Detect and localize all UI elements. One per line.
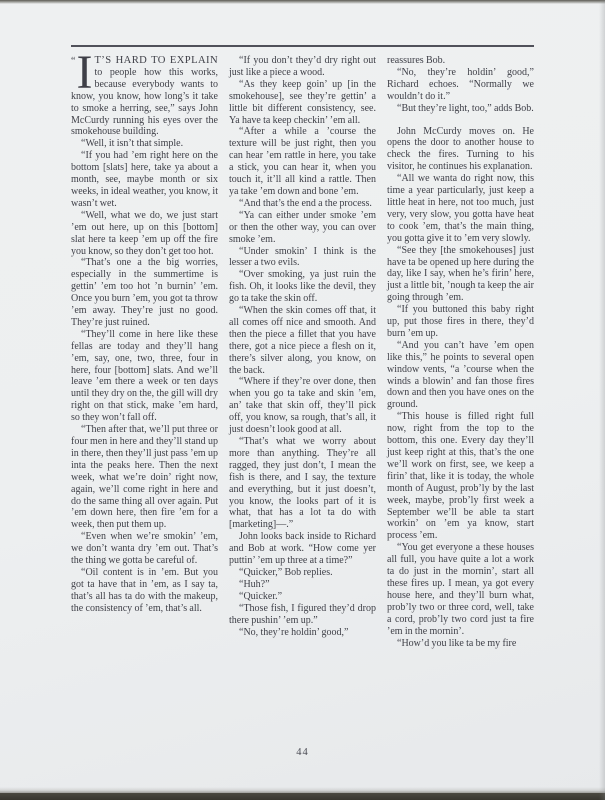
paragraph: “If you buttoned this baby right up, put those fires in there, they’d burn ’em up.	[387, 304, 534, 339]
paragraph: “No, they’re holdin’ good,”	[239, 626, 349, 638]
paragraph: “But they’re light, too,” adds Bob.	[397, 102, 534, 114]
paragraph: “Quicker,” Bob replies.	[239, 566, 333, 578]
paragraph: “And you can’t have ’em open like this,” he points to several open window vents, “a ’course when the winds a blowin’ and fan those fires down and then you have ones on the ground.	[387, 339, 534, 411]
text-column-3	[387, 55, 534, 749]
paragraph: “After a while a ’course the texture will be just right, then you can hear ’em rattle in here, you take a stick, you can hear it, when you touch it, it’ll all kind a rattle. Then ya take ’em down and bone ’em.	[229, 126, 376, 197]
scan-edge-bottom	[0, 793, 605, 800]
text-column-1	[71, 55, 218, 749]
paragraph: “That’s what we worry about more than anything. They’re all ragged, they just don’t, I mean the fish is there, and I say, the texture and everything, but it just doesn’t, you know, the looks part of it is what, that has a lot ta do with [marketing]—.”	[229, 436, 376, 531]
paragraph: “Over smoking, ya just ruin the fish. Oh, it looks like the devil, they go ta take the skin off.	[229, 269, 376, 305]
paragraph: John McCurdy moves on. He opens the door to another house to check the fires. Turning to his visitor, he continues his explanation.	[387, 125, 534, 173]
page-number: 44	[296, 747, 309, 758]
paragraph: “Ya can either under smoke ’em or then the other way, you can over smoke ’em.	[229, 209, 376, 245]
paragraph: “All we wanta do right now, this time a year particularly, just keep a little heat in here, not too much, just very, very slow, you gotta have heat to cook ’em, that’s the main thing, you gotta give it to ’em very slowly.	[387, 173, 534, 244]
paragraph: “You get everyone a these houses all full, you have quite a lot a work ta do just in the mornin’, start all these fires up. I mean, ya got every house here, and they’ll burn what, prob’ly two or three cord, well, take a cord, prob’ly two cord just ta fire ’em in the mornin’.	[387, 542, 534, 637]
paragraph: “Well, what we do, we just start ’em out here, up on this [bottom] slat here ta keep ’em up off the fire you know, so they don’t get too hot.	[71, 209, 218, 257]
paragraph: “When the skin comes off that, it all comes off nice and smooth. And then the piece a fillet that you have there, got a nice piece a flesh on it, there’s silver along, you know, on the back.	[229, 305, 376, 376]
paragraph: “If you had ’em right here on the bottom [slats] here, take ya about a month, see, maybe month or six weeks, in ideal weather, you know, it wasn’t wet.	[71, 150, 218, 209]
paragraph: “Oil content is in ’em. But you got ta have that in ’em, as I say ta, that’s all has ta do with the makeup, the consistency of ’em, that’s all.	[71, 566, 218, 614]
paragraph: “Those fish, I figured they’d drop there pushin’ ’em up.”	[229, 602, 376, 626]
article-columns	[71, 55, 534, 749]
paragraph: “Huh?”	[239, 578, 270, 590]
scan-edge-right	[599, 0, 605, 800]
paragraph: “Under smokin’ I think is the lesser a two evils.	[229, 245, 376, 269]
opening-caps-text: T’S HARD TO EXPLAIN	[94, 55, 218, 66]
paragraph: “This house is filled right full now, right from the top to the bottom, this one. Every day they’ll just keep right at this, that’s the one we’ll work on first, see, we keep a firin’ that, like it is today, the whole month of August, prob’ly by the last week, maybe, prob’ly first week a September we’ll be able ta start workin’ on ’em ya know, start process ’em.	[387, 411, 534, 542]
paragraph: “Quicker.”	[239, 590, 283, 602]
paragraph: “Well, it isn’t that simple.	[81, 138, 184, 150]
scan-edge-top	[0, 0, 605, 4]
dropcap-letter: I	[76, 55, 92, 99]
paragraph: “Then after that, we’ll put three or four men in here and they’ll stand up in there, then they’ll just pass ’em up inta the peaks here. Then the next week, what we’re doin’ right now, again, we’ll come right in here and do the same thing all over again. Put ’em down here, then fire ’em for a week, then put them up.	[71, 424, 218, 531]
paragraph: “They’ll come in here like these fellas are today and they’ll hang ’em, say, one, two, three, four in here, four [bottom] slats. And we’ll leave ’em there a week or ten days until they dry on the, the gill will dry right on that stick, make ’em hard, so they won’t fall off.	[71, 328, 218, 424]
text-column-2	[229, 55, 376, 749]
dropcap	[71, 55, 92, 99]
paragraph: John looks back inside to Richard and Bob at work. “How come yer puttin’ ’em up three at a time?”	[229, 531, 376, 567]
paragraph: “Where if they’re over done, then when you go ta take and skin ’em, an’ take that skin off, they’ll pick off, you know, sa rough, that’s all, it just doesn’t look good at all.	[229, 376, 376, 436]
header-rule	[71, 45, 534, 47]
paragraph: “And that’s the end a the process.	[239, 197, 372, 209]
column-1-paragraphs	[71, 138, 218, 614]
paragraph: “As they keep goin’ up [in the smokehouse], see they’re gettin’ a little bit different consistency, see. Ya have ta keep checkin’ ’em all.	[229, 78, 376, 126]
paragraph: “Even when we’re smokin’ ’em, we don’t wanta dry ’em out. That’s the thing we gotta be careful of.	[71, 531, 218, 567]
paragraph: “No, they’re holdin’ good,” Richard echoes. “Normally we wouldn’t do it.”	[387, 66, 534, 102]
paragraph: “See they [the smokehouses] just have ta be opened up here during the day, like I say, when he’s firin’ here, just a little bit, ’nough ta keep the air going through ’em.	[387, 244, 534, 304]
paragraph: reassures Bob.	[387, 55, 446, 66]
paragraph: “If you don’t they’d dry right out just like a piece a wood.	[229, 55, 376, 78]
paragraph: “How’d you like ta be my fire	[397, 637, 517, 649]
opening-quote-mark: “	[71, 56, 76, 67]
column-2-paragraphs	[229, 55, 376, 638]
opening-paragraph	[71, 55, 218, 138]
paragraph: “That’s one a the big worries, especially in the summertime is gettin’ ’em too hot ’n burnin’ ’em. Once you burn ’em, you got ta throw ’em away. They’re just no good. They’re just ruined.	[71, 257, 218, 328]
column-3-paragraphs	[387, 55, 534, 649]
opening-body-text: to people how this works, because everybody wants to know, you know, how long’s it take to smoke a herring, see,” says John McCurdy running his eyes over the smokehouse building.	[71, 66, 218, 138]
